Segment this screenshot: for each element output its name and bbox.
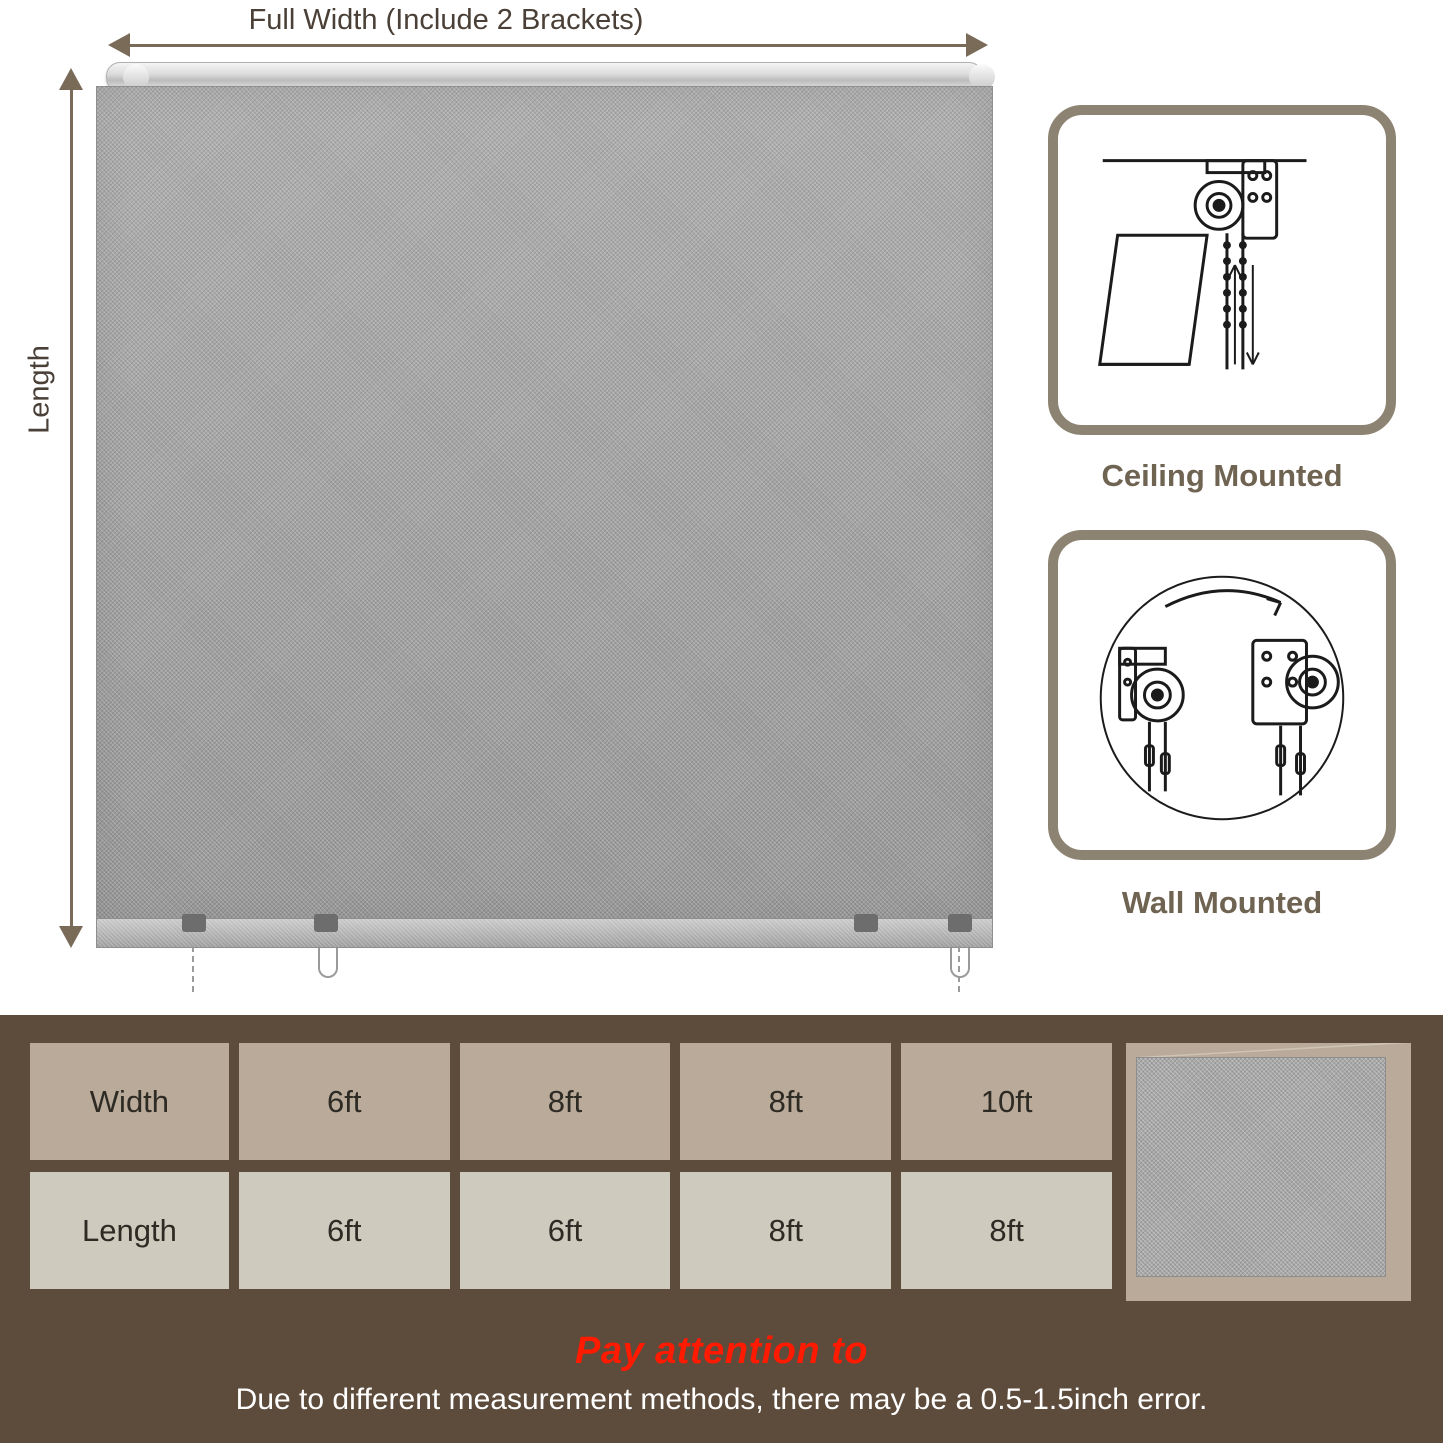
dimension-line (126, 44, 970, 47)
table-cell-length-1: 6ft (239, 1172, 450, 1289)
dimension-line (70, 86, 73, 930)
size-options-panel (0, 1015, 1443, 1443)
arrow-right-icon (966, 33, 988, 57)
ceiling-mount-caption: Ceiling Mounted (1101, 458, 1343, 493)
bottom-bar-clip (182, 914, 206, 932)
table-header-length: Length (30, 1172, 229, 1289)
size-table (30, 1043, 1112, 1301)
wall-bracket-icon (1058, 540, 1386, 850)
ceiling-bracket-drawing (1058, 115, 1386, 425)
table-cell-length-2: 6ft (460, 1172, 671, 1289)
table-cell-width-3: 8ft (680, 1043, 891, 1160)
arrow-down-icon (59, 926, 83, 948)
wall-bracket-drawing (1058, 540, 1386, 850)
length-dimension-label: Length (21, 320, 60, 460)
wall-mount-illustration-card (1048, 530, 1396, 860)
roller-shade-illustration (92, 62, 995, 967)
ceiling-mount-illustration-card (1048, 105, 1396, 435)
table-cell-length-3: 8ft (680, 1172, 891, 1289)
shade-fabric (96, 86, 993, 926)
pull-loop-icon (950, 948, 970, 978)
notice-headline: Pay attention to (574, 1330, 869, 1372)
table-row (30, 1043, 1112, 1160)
bottom-bar-clip (948, 914, 972, 932)
table-cell-length-4: 8ft (901, 1172, 1112, 1289)
bottom-bar-clip (314, 914, 338, 932)
alignment-guide-line (192, 946, 194, 992)
notice-body: Due to different measurement methods, there may be a 0.5-1.5inch error. (235, 1383, 1208, 1416)
table-header-width: Width (30, 1043, 229, 1160)
table-row (30, 1172, 1112, 1289)
table-cell-width-1: 6ft (239, 1043, 450, 1160)
table-cell-width-4: 10ft (901, 1043, 1112, 1160)
length-dimension-arrow (52, 68, 92, 948)
wall-mount-caption: Wall Mounted (1121, 885, 1323, 920)
ceiling-bracket-icon (1058, 115, 1386, 425)
table-cell-width-2: 8ft (460, 1043, 671, 1160)
pull-loop-icon (318, 948, 338, 978)
fabric-swatch (1126, 1043, 1411, 1301)
width-dimension-label: Full Width (Include 2 Brackets) (160, 0, 732, 41)
swatch-fabric-texture (1136, 1057, 1386, 1277)
bottom-bar-clip (854, 914, 878, 932)
